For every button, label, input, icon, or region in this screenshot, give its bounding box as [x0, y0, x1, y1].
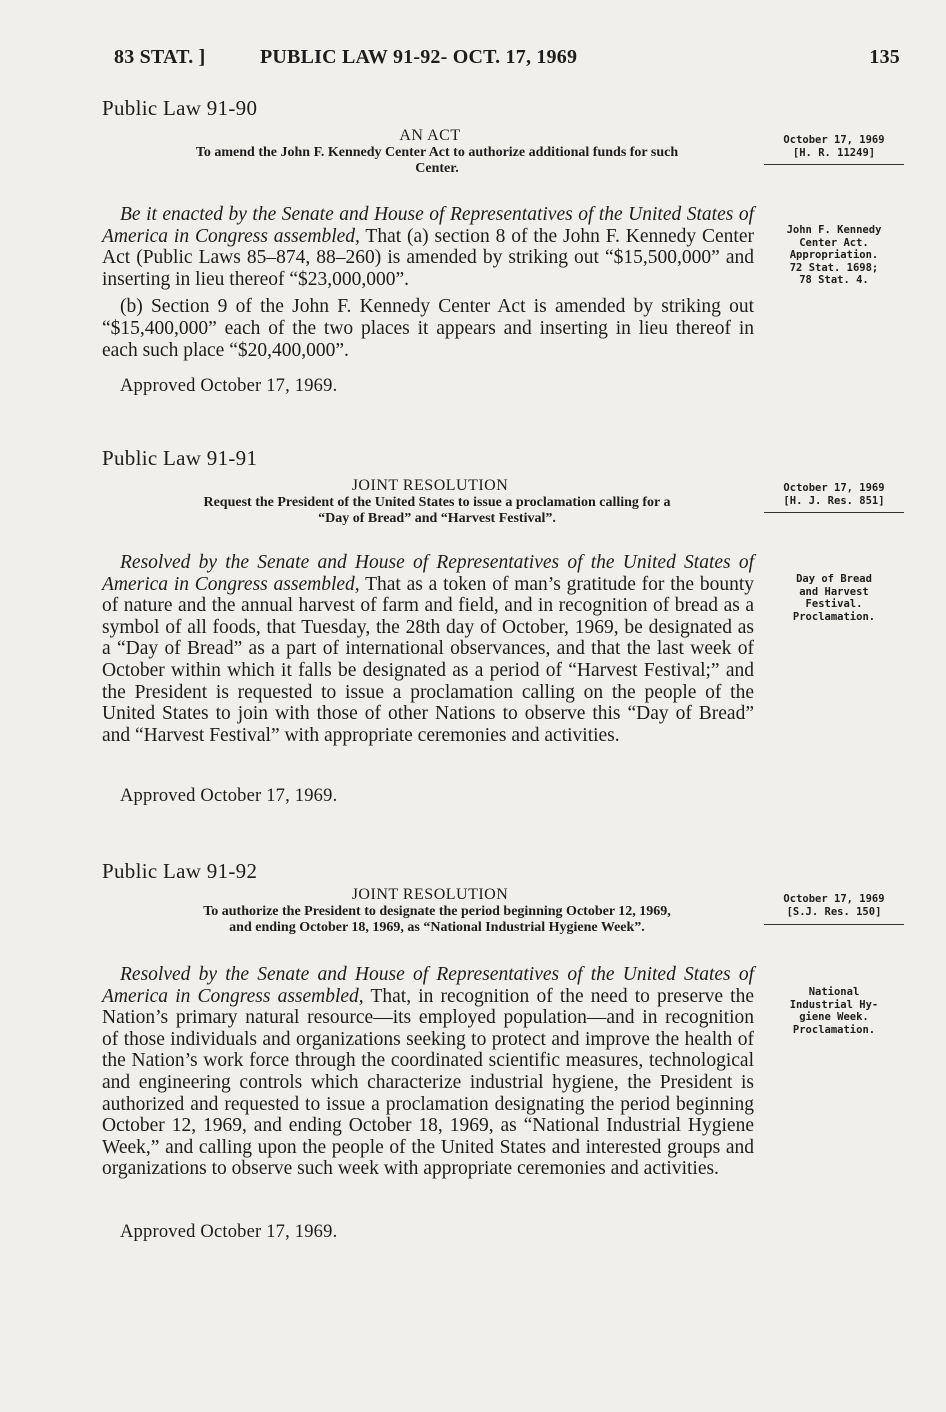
margin-note [762, 573, 906, 623]
margin-note [762, 224, 906, 287]
margin-note-line: Center Act. [799, 236, 869, 249]
page-number: 135 [869, 46, 900, 68]
act-type: JOINT RESOLUTION [351, 886, 509, 903]
paragraph-text: That as a token of man’s gratitude for the bounty of nature and the annual harvest of farm and field, and in recognition of bread as a symbol of all foods, that Tuesday, the 28th day of October, 1969, be designated as a “Day of Bread” as a part of international observances, and that the last week of October within which it falls be designated as a period of “Harvest Festival;” and the President is requested to issue a proclamation calling on the people of the United States to join with those of other Nations to observe this “Day of Bread” and “Harvest Festival” with appropriate ceremonies and activities. [102, 573, 754, 746]
margin-divider [764, 512, 904, 513]
bill-number: [H. R. 11249] [792, 147, 876, 159]
margin-note-line: Proclamation. [792, 1023, 876, 1036]
purpose-line: To authorize the President to designate the period beginning October 12, 1969, [203, 904, 671, 919]
act-body [102, 552, 754, 746]
act-purpose [110, 145, 764, 177]
running-head [114, 46, 900, 76]
approval-line: Approved October 17, 1969. [120, 786, 338, 806]
margin-note-line: giene Week. [799, 1011, 869, 1024]
approval-line: Approved October 17, 1969. [120, 1222, 338, 1242]
volume-citation: 83 STAT. ] [114, 46, 206, 68]
margin-note [762, 986, 906, 1036]
margin-note-line: and Harvest [799, 585, 869, 598]
purpose-line: Center. [415, 161, 459, 176]
margin-note-line: Proclamation. [792, 610, 876, 623]
act-purpose [110, 904, 764, 936]
purpose-line: and ending October 18, 1969, as “National Industrial Hygiene Week”. [229, 920, 645, 935]
enacting-clause: Resolved by the Senate and House of Representatives of the United States of America in Congress assembled, [102, 552, 754, 595]
act-purpose [110, 495, 764, 527]
margin-note-line: 78 Stat. 4. [799, 274, 869, 287]
law-label: Public Law 91-90 [102, 96, 258, 120]
margin-date [762, 482, 906, 508]
paragraph-text: (b) Section 9 of the John F. Kennedy Center Act is amended by striking out “$15,400,000” each of the two places it appears and inserting in lieu thereof in each such place “$20,400,000”. [102, 296, 754, 361]
enacting-clause: Be it enacted by the Senate and House of Representatives of the United States of America in Congress assembled, [102, 204, 754, 247]
margin-note-line: National [808, 986, 860, 998]
margin-note-line: 72 Stat. 1698; [789, 261, 879, 274]
margin-note-line: Appropriation. [789, 249, 879, 262]
paragraph-text: That, in recognition of the need to preserve the Nation’s primary natural resource—its employed population—and in recognition of those individuals and organizations seeking to protect and improve the health of the Nation’s work force through the coordinated scientific measures, technological and engineering controls which characterize industrial hygiene, the President is authorized and requested to issue a proclamation designating the period beginning October 12, 1969, and ending October 18, 1969, as “National Industrial Hygiene Week,” and calling upon the people of the United States and interested groups and organizations to observe such week with appropriate ceremonies and activities. [102, 985, 754, 1180]
margin-note-line: Day of Bread [796, 573, 872, 585]
purpose-line: To amend the John F. Kennedy Center Act to authorize additional funds for such [195, 145, 679, 160]
act-type: AN ACT [399, 127, 461, 144]
section-paragraph [102, 552, 754, 746]
law-label: Public Law 91-91 [102, 446, 258, 470]
law-label: Public Law 91-92 [102, 859, 258, 883]
approval-date: October 17, 1969 [783, 134, 885, 146]
margin-note-line: Industrial Hy- [789, 998, 879, 1011]
approval-line: Approved October 17, 1969. [120, 376, 338, 396]
section-paragraph [102, 296, 754, 361]
act-body [102, 204, 754, 361]
section-paragraph [102, 204, 754, 290]
margin-divider [764, 924, 904, 925]
bill-number: [H. J. Res. 851] [783, 495, 885, 507]
act-type: JOINT RESOLUTION [351, 477, 509, 494]
margin-note-line: Festival. [805, 598, 863, 611]
approval-date: October 17, 1969 [783, 893, 885, 905]
purpose-line: “Day of Bread” and “Harvest Festival”. [318, 511, 556, 526]
margin-divider [764, 164, 904, 165]
act-body [102, 964, 754, 1180]
running-head-title: PUBLIC LAW 91-92- OCT. 17, 1969 [260, 46, 578, 68]
approval-date: October 17, 1969 [783, 482, 885, 494]
bill-number: [S.J. Res. 150] [786, 906, 882, 918]
margin-note-line: John F. Kennedy [786, 224, 882, 236]
enacting-clause: Resolved by the Senate and House of Representatives of the United States of America in Congress assembled, [102, 964, 754, 1007]
section-paragraph [102, 964, 754, 1180]
margin-date [762, 134, 906, 160]
paragraph-text: That (a) section 8 of the John F. Kennedy Center Act (Public Laws 85–874, 88–260) is amended by striking out “$15,500,000” and inserting in lieu thereof “$23,000,000”. [102, 225, 754, 290]
purpose-line: Request the President of the United States to issue a proclamation calling for a [203, 495, 671, 510]
margin-date [762, 893, 906, 919]
